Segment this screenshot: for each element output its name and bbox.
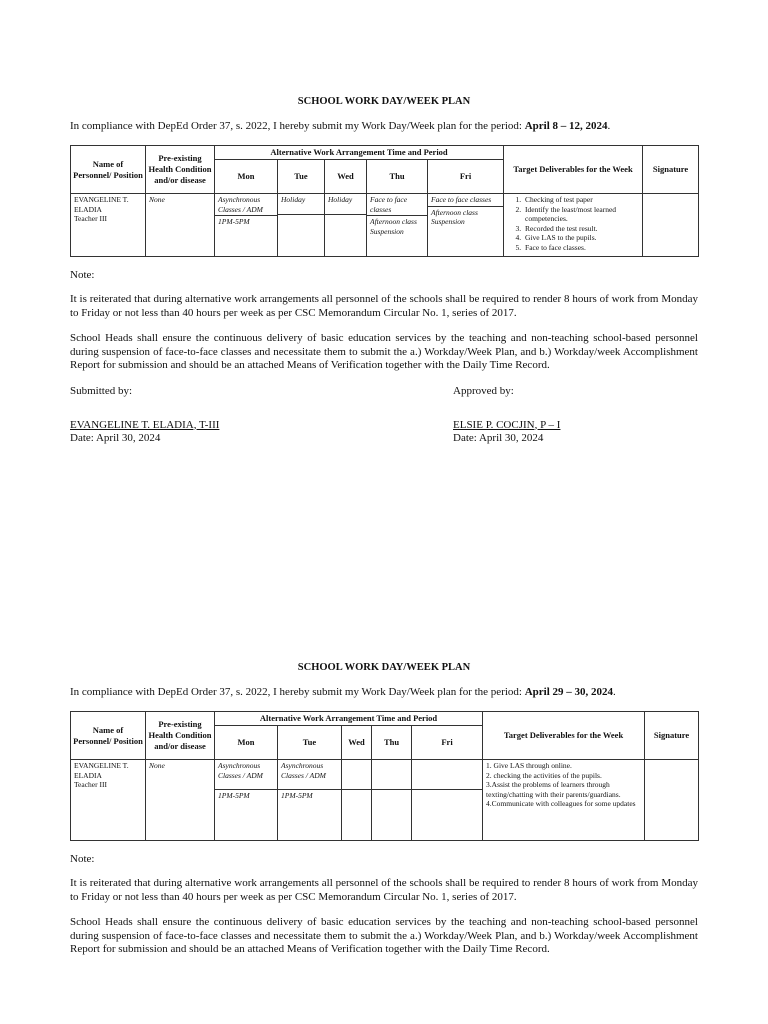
header-health: Pre-existing Health Condition and/or disease <box>146 146 215 194</box>
approved-label: Approved by: <box>453 384 514 397</box>
header-deliverables: Target Deliverables for the Week <box>483 712 645 760</box>
header-health: Pre-existing Health Condition and/or disease <box>146 712 215 760</box>
plan-section-2 <box>70 662 698 969</box>
work-plan-table <box>70 145 699 257</box>
cell-deliverables <box>504 194 643 257</box>
submitted-label: Submitted by: <box>70 384 133 397</box>
note-paragraph-2: School Heads shall ensure the continuous delivery of basic education services by the teaching and non-teaching school-based personnel during suspension of face-to-face classes and necessitate them to submit the a.) Workday/Week Plan, and b.) Workday/week Accomplishment Report for submission and should be an attached Means of Verification together with the Daily Time Record. <box>70 332 698 371</box>
list-item: 4. Give LAS to the pupils. <box>523 233 639 243</box>
header-signature: Signature <box>645 712 699 760</box>
cell-mon: Asynchronous Classes / ADM 1PM-5PM <box>215 194 278 257</box>
table-row <box>71 194 699 257</box>
plan-title: SCHOOL WORK DAY/WEEK PLAN <box>297 96 471 107</box>
cell-fri: Face to face classes Afternoon class Suspension <box>428 194 504 257</box>
header-arrangement: Alternative Work Arrangement Time and Period <box>215 146 504 160</box>
note-paragraph-1: It is reiterated that during alternative work arrangements all personnel of the schools shall be required to render 8 hours of work from Monday to Friday or not less than 40 hours per week as per CSC Memorandum Circular No. 1, series of 2017. <box>70 877 698 903</box>
signature-block <box>70 385 698 455</box>
approved-name: ELSIE P. COCJIN, P – I <box>453 418 561 431</box>
intro-paragraph: In compliance with DepEd Order 37, s. 2022, I hereby submit my Work Day/Week plan for the period: April 29 – 30, 2024. <box>70 686 616 698</box>
header-tue: Tue <box>278 726 342 760</box>
cell-thu: Face to face classes Afternoon class Suspension <box>367 194 428 257</box>
cell-wed: Holiday <box>325 194 367 257</box>
deliverables-list <box>507 195 639 252</box>
period-dates: April 8 – 12, 2024 <box>524 120 608 132</box>
submitted-block <box>70 385 219 444</box>
list-item: 2. Identify the least/most learned competencies. <box>523 205 639 224</box>
header-arrangement: Alternative Work Arrangement Time and Period <box>215 712 483 726</box>
header-wed: Wed <box>342 726 372 760</box>
plan-section-1 <box>70 96 698 455</box>
list-item: 5. Face to face classes. <box>523 243 639 253</box>
cell-mon: Asynchronous Classes / ADM 1PM-5PM <box>215 760 278 841</box>
cell-signature <box>643 194 699 257</box>
cell-personnel: EVANGELINE T. ELADIA Teacher III <box>71 194 146 257</box>
table-row <box>71 760 699 841</box>
cell-wed <box>342 760 372 841</box>
approved-date: Date: April 30, 2024 <box>453 431 544 444</box>
submitted-name: EVANGELINE T. ELADIA, T-III <box>70 418 220 431</box>
list-item: 3.Assist the problems of learners through texting/chatting with their parents/guardians. <box>486 780 621 799</box>
list-item: 1. Checking of test paper <box>523 195 639 205</box>
intro-paragraph: In compliance with DepEd Order 37, s. 2022, I hereby submit my Work Day/Week plan for the period: April 8 – 12, 2024. <box>70 120 611 132</box>
header-fri: Fri <box>428 160 504 194</box>
period-dates: April 29 – 30, 2024 <box>524 686 614 698</box>
header-signature: Signature <box>643 146 699 194</box>
submitted-date: Date: April 30, 2024 <box>70 431 161 444</box>
header-tue: Tue <box>278 160 325 194</box>
cell-deliverables <box>483 760 645 841</box>
list-item: 2. checking the activities of the pupils. <box>486 770 602 780</box>
note-paragraph-1: It is reiterated that during alternative work arrangements all personnel of the schools shall be required to render 8 hours of work from Monday to Friday or not less than 40 hours per week as per CSC Memorandum Circular No. 1, series of 2017. <box>70 293 698 319</box>
cell-thu <box>372 760 412 841</box>
plan-title: SCHOOL WORK DAY/WEEK PLAN <box>297 662 471 673</box>
header-name: Name of Personnel/ Position <box>71 146 146 194</box>
header-mon: Mon <box>215 726 278 760</box>
cell-fri <box>412 760 483 841</box>
header-name: Name of Personnel/ Position <box>71 712 146 760</box>
approved-block <box>453 385 560 444</box>
cell-health: None <box>146 760 215 841</box>
list-item: 4.Communicate with colleagues for some updates <box>486 799 636 808</box>
note-paragraph-2: School Heads shall ensure the continuous delivery of basic education services by the teaching and non-teaching school-based personnel during suspension of face-to-face classes and necessitate them to submit the a.) Workday/Week Plan, and b.) Workday/week Accomplishment Report for submission and should be an attached Means of Verification together with the Daily Time Record. <box>70 916 698 955</box>
cell-health: None <box>146 194 215 257</box>
cell-tue: Asynchronous Classes / ADM 1PM-5PM <box>278 760 342 841</box>
work-plan-table <box>70 711 699 841</box>
cell-personnel: EVANGELINE T. ELADIA Teacher III <box>71 760 146 841</box>
list-item: 1. Give LAS through online. <box>486 761 572 770</box>
header-thu: Thu <box>367 160 428 194</box>
list-item: 3. Recorded the test result. <box>523 224 639 234</box>
note-label: Note: <box>70 853 95 865</box>
deliverables-list <box>486 761 641 809</box>
cell-tue: Holiday <box>278 194 325 257</box>
header-thu: Thu <box>372 726 412 760</box>
cell-signature <box>645 760 699 841</box>
note-label: Note: <box>70 269 95 281</box>
header-wed: Wed <box>325 160 367 194</box>
header-mon: Mon <box>215 160 278 194</box>
header-fri: Fri <box>412 726 483 760</box>
header-deliverables: Target Deliverables for the Week <box>504 146 643 194</box>
